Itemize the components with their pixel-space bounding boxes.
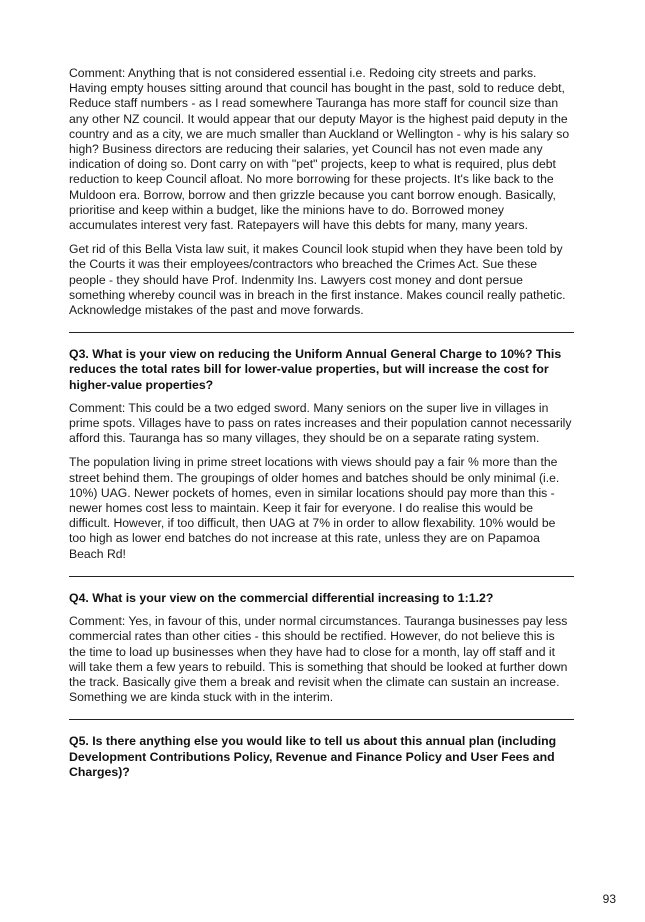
comment-paragraph: Comment: Yes, in favour of this, under normal circumstances. Tauranga businesses pay less commercial rates than other cities - this should be rectified. However, do not believe this is the time to load up businesses when they have had to close for a month, lay off staff and it will take them a few years to rebuild. This is something that should be looked at further down the track. Basically give them a break and revisit when the climate can sustain an increase. Something we are kinda stuck with in the interim. [69, 614, 568, 705]
comment-paragraph: Comment: Anything that is not considered essential i.e. Redoing city streets and parks. Having empty houses sitting around that council has bought in the past, sold to reduce debt, Reduce staff numbers - as I read somewhere Tauranga has more staff for council size than any other NZ council. It would appear that our deputy Mayor is the highest paid deputy in the country and as a city, we are much smaller than Auckland or Wellington - why is his salary so high? Business directors are reducing their salaries, yet Council has not even made any indication of doing so. Dont carry on with "pet" projects, keep to what is required, plus debt reduction to keep Council afloat. No more borrowing for these projects. It's like back to the Muldoon era. Borrow, borrow and then grizzle because you cant borrow enough. Basically, prioritise and keep within a budget, like the minions have to do. Borrowed money accumulates interest very fast. Ratepayers will have this debts for many, many years. [69, 66, 570, 233]
question-q3: Q3. What is your view on reducing the Uniform Annual General Charge to 10%? This reduces the total rates bill for lower-value properties, but will increase the cost for higher-value properties? [69, 347, 562, 392]
comment-paragraph: Get rid of this Bella Vista law suit, it makes Council look stupid when they have been told by the Courts it was their employees/contractors who breached the Crimes Act. Sue these people - they should have Prof. Indenmity Ins. Lawyers cost money and dont persue something whereby council was in breach in the first instance. Makes council really pathetic. Acknowledge mistakes of the past and move forwards. [69, 242, 566, 318]
page-number: 93 [602, 892, 616, 906]
comment-paragraph: The population living in prime street locations with views should pay a fair % more than the street behind them. The groupings of older homes and batches should be only minimal (i.e. 10%) UAG. Newer pockets of homes, even in similar locations should pay more than this - newer homes cost less to maintain. Keep it fair for everyone. I do realise this would be difficult. However, if too difficult, then UAG at 7% in order to allow flexability. 10% would be too high as lower end batches do not increase at this rate, unless they are on Papamoa Beach Rd! [69, 455, 560, 561]
comment-paragraph: Comment: This could be a two edged sword. Many seniors on the super live in villages in prime spots. Villages have to pass on rates increases and their population cannot necessarily afford this. Tauranga has so many villages, they should be on a separate rating system. [69, 400, 572, 446]
section-divider [69, 576, 574, 577]
question-q4: Q4. What is your view on the commercial differential increasing to 1:1.2? [69, 590, 494, 605]
section-divider [69, 332, 574, 333]
document-page [69, 66, 574, 788]
question-q5: Q5. Is there anything else you would like to tell us about this annual plan (including Development Contributions Policy, Revenue and Finance Policy and User Fees and Charges)? [69, 734, 557, 779]
section-divider [69, 719, 574, 720]
